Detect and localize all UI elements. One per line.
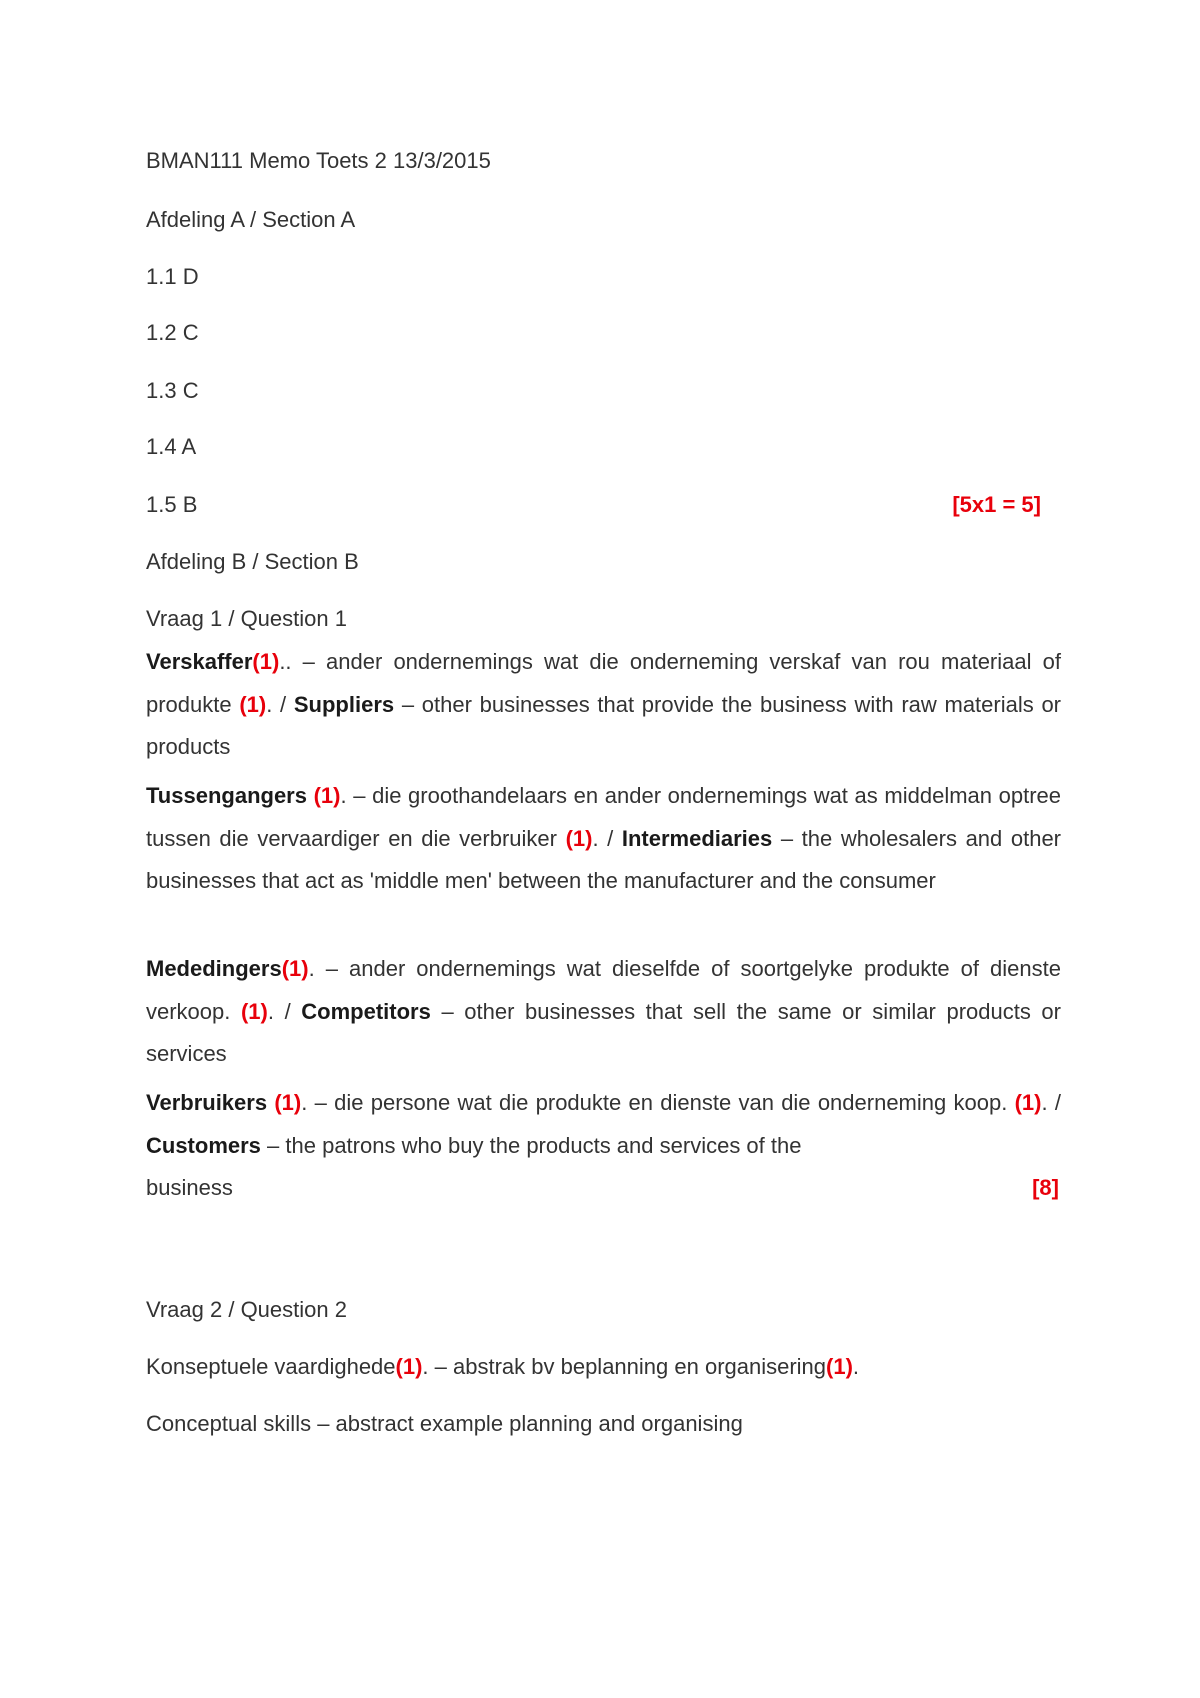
answer-item: 1.3 C [146,378,199,403]
paragraph-text: . – die persone wat die produkte en dienste van die onderneming koop. [301,1090,1015,1115]
answer-item: 1.5 B [146,492,198,517]
term-afrikaans: Mededingers [146,956,282,981]
term-afrikaans: Verskaffer [146,649,253,674]
section-b-heading: Afdeling B / Section B [146,549,359,574]
question-2-heading: Vraag 2 / Question 2 [146,1297,347,1322]
question-1-total: [8] [1032,1175,1059,1200]
paragraph-text: . [852,1354,860,1379]
term-afrikaans: Tussengangers [146,783,307,808]
term-english: Intermediaries [621,825,773,851]
paragraph-text: . – ander ondernemings wat dieselfde of soortgelyke produkte of dienste verkoop. [146,956,1061,1024]
answer-paragraph-intermediaries [146,775,1061,903]
paragraph-text: . – die groothandelaars en ander ondernemings wat as middelman optree tussen die vervaardiger en die verbruiker [146,783,1061,851]
mark: (1) [1014,1090,1042,1115]
paragraph-text: . – abstrak bv beplanning en organisering [422,1354,827,1379]
paragraph-text: . / [592,825,622,851]
answer-item: 1.2 C [146,320,199,345]
paragraph-text: .. – ander ondernemings wat die onderneming verskaf van rou materiaal of produkte [146,649,1061,717]
mark: (1) [252,649,280,674]
answer-row-last [146,490,1061,520]
paragraph-text: – other businesses that sell the same or similar products or services [146,998,1061,1066]
mark: (1) [281,956,309,981]
answer-paragraph-customers [146,1082,1061,1210]
mark: (1) [826,1354,853,1379]
answer-item: 1.4 A [146,434,197,459]
mark: (1) [313,783,341,808]
paragraph-text: – the patrons who buy the products and services of the [260,1132,802,1158]
paragraph-text: business [146,1175,233,1200]
paragraph-text: . / [267,998,302,1024]
section-a-heading: Afdeling A / Section A [146,207,356,232]
answer-item: 1.1 D [146,264,199,289]
paragraph-text: – the wholesalers and other businesses that act as 'middle men' between the manufacturer and the consumer [146,825,1061,893]
document-title: BMAN111 Memo Toets 2 13/3/2015 [146,148,491,173]
answer-paragraph-competitors [146,948,1061,1076]
paragraph-text: – other businesses that provide the business with raw materials or products [146,691,1062,759]
paragraph-text: . / [1041,1090,1061,1115]
term-english: Competitors [301,998,431,1024]
term-english: Suppliers [293,691,395,717]
paragraph-text: . / [266,691,294,717]
mark: (1) [240,998,268,1024]
paragraph-text: Konseptuele vaardighede [146,1354,396,1379]
mark: (1) [565,825,593,851]
term-afrikaans: Verbruikers [146,1090,268,1115]
question-2-answer-english: Conceptual skills – abstract example planning and organising [146,1411,743,1436]
question-2-answer-afrikaans [146,1352,859,1382]
section-a-total: [5x1 = 5] [952,492,1041,517]
term-english: Customers [146,1132,261,1158]
question-1-heading: Vraag 1 / Question 1 [146,606,347,631]
mark: (1) [239,691,267,717]
answer-paragraph-suppliers [146,641,1061,769]
mark: (1) [395,1354,423,1379]
mark: (1) [274,1090,302,1115]
